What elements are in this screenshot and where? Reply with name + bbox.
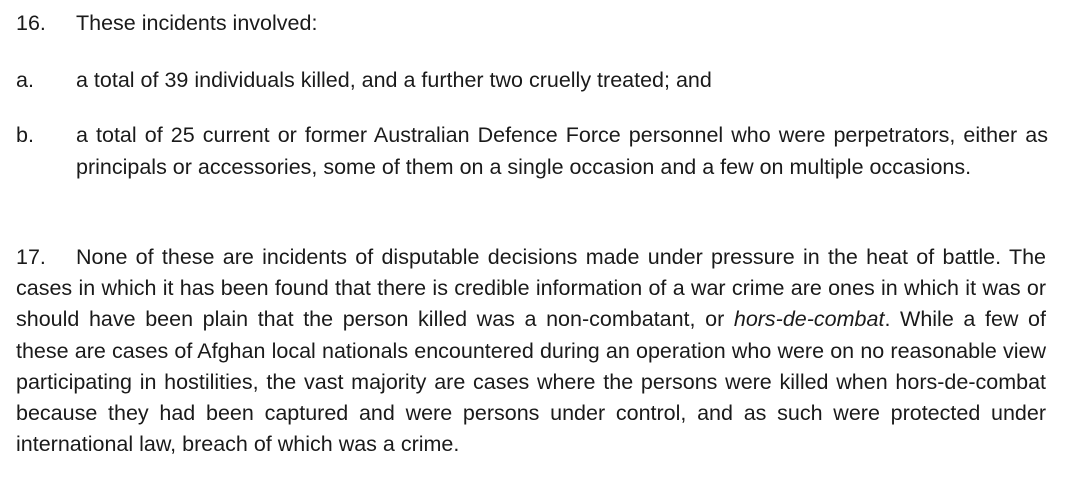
list-item-label: b. xyxy=(16,123,34,147)
paragraph-text-part-1: None of these are incidents of disputable decisions made under pressure in the heat of battle. The cases in which it has been found that there is credible information of a war crime are ones in which it was or should have been plain that the person killed was a non-combatant, or xyxy=(16,245,1046,332)
italic-term: hors-de-combat xyxy=(733,307,885,332)
list-item-label: a. xyxy=(16,68,34,92)
list-item-text: a total of 39 individuals killed, and a further two cruelly treated; and xyxy=(76,68,712,92)
list-item-a xyxy=(16,65,1048,97)
paragraph-text-part-2: . While a few of these are cases of Afghan local nationals encountered during an operation who were on no reasonable view participating in hostilities, the vast majority are cases where the persons were killed when hors-de-combat because they had been captured and were persons under control, and as such were protected under international law, breach of which was a crime. xyxy=(16,307,1046,457)
paragraph-16 xyxy=(16,8,1048,38)
list-item-text: a total of 25 current or former Australian Defence Force personnel who were perpetrators, either as principals or accessories, some of them on a single occasion and a few on multiple occasions. xyxy=(76,123,1048,179)
paragraph-number: 16. xyxy=(16,11,46,35)
paragraph-number: 17. xyxy=(16,245,46,269)
paragraph-17 xyxy=(16,242,1046,460)
paragraph-heading: These incidents involved: xyxy=(76,11,318,35)
list-item-b xyxy=(16,120,1048,216)
